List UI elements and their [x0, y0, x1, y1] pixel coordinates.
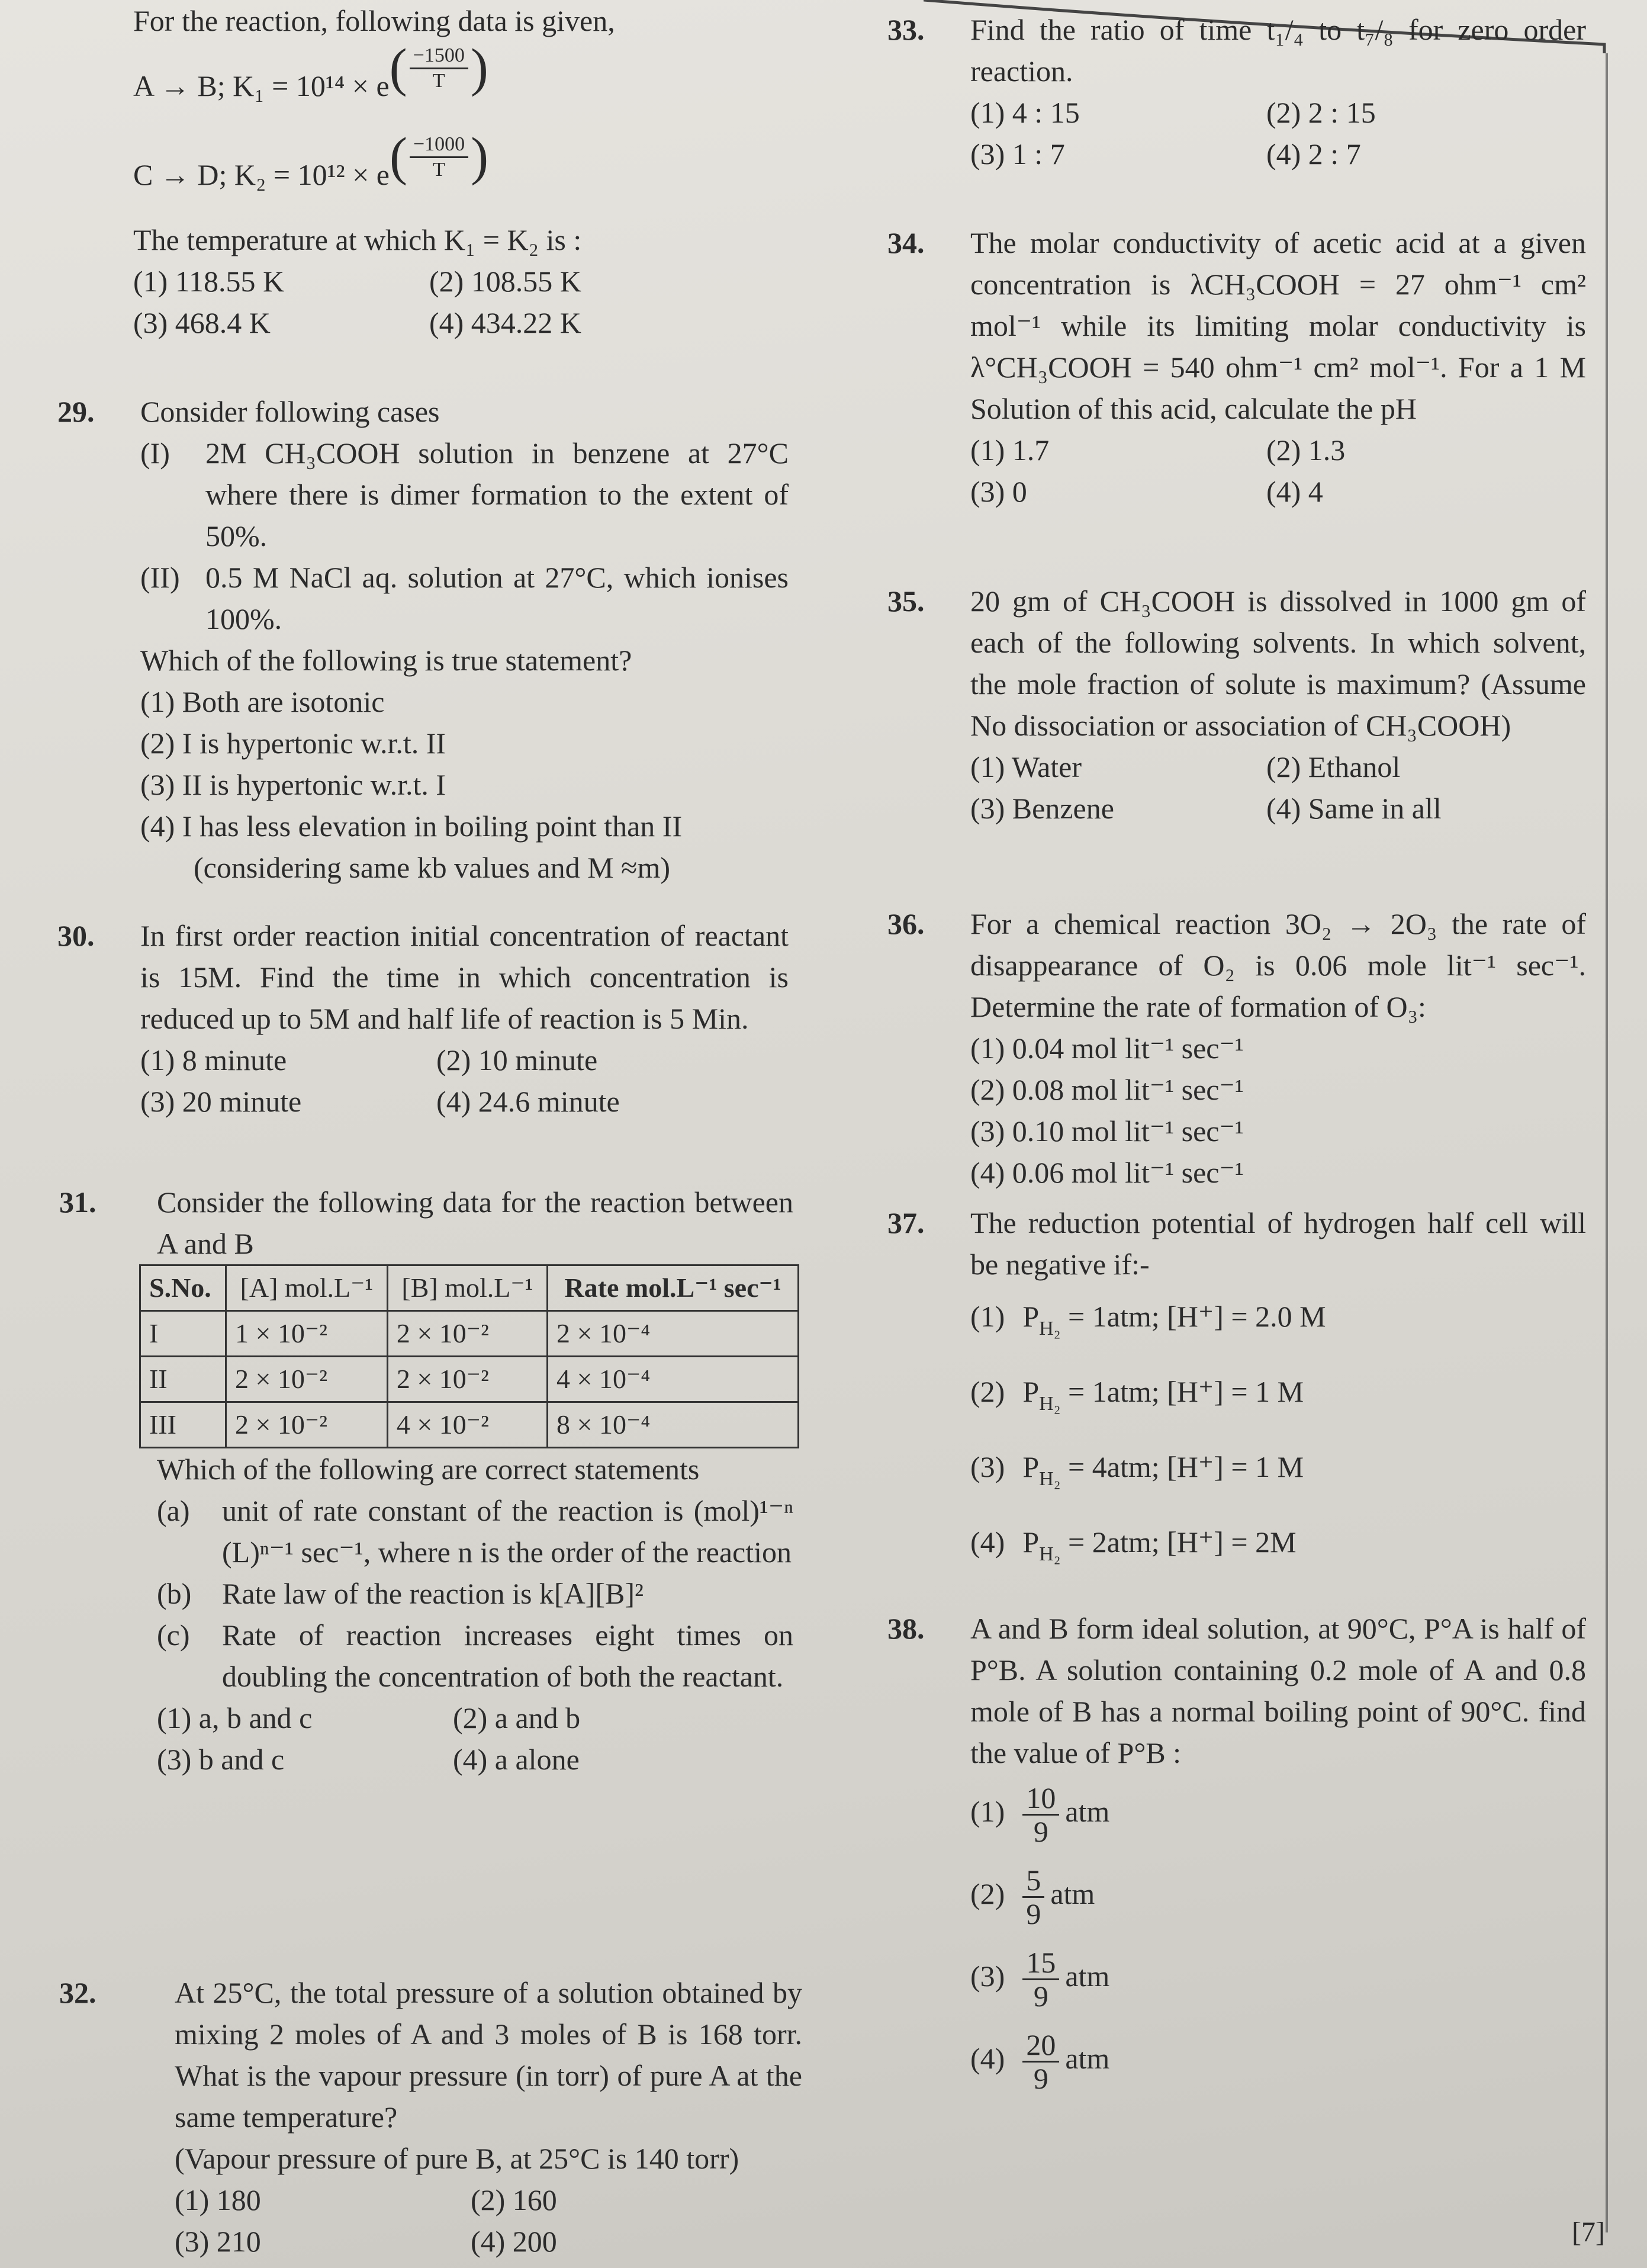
question-number: 38.	[887, 1612, 925, 1645]
options	[140, 681, 789, 888]
option[interactable]	[970, 1446, 1586, 1500]
option[interactable]: (2) a and b	[453, 1701, 581, 1734]
question-stem: In first order reaction initial concentration of reactant is 15M. Find the time in which concentration is reduced up to 5M and half life of reaction is 5 Min.	[140, 919, 789, 1035]
options	[970, 92, 1586, 175]
question-stem: 20 gm of CH₃COOH is dissolved in 1000 gm of each of the following solvents. In which solvent, the mole fraction of solute is maximum? (Assume No dissociation or association of CH₃COOH)	[970, 584, 1586, 742]
options	[970, 1285, 1586, 1586]
question-number: 35.	[887, 584, 925, 618]
option[interactable]: (3) Benzene	[970, 792, 1114, 825]
question-34	[887, 222, 1586, 512]
option-unit: atm	[1065, 1959, 1110, 1993]
question-number: 32.	[59, 1976, 96, 2009]
option[interactable]: (2) 1.3	[1266, 433, 1346, 467]
statement-text: unit of rate constant of the reaction is (mol)¹⁻ⁿ (L)ⁿ⁻¹ sec⁻¹, where n is the order of the reaction	[222, 1494, 793, 1569]
question-prompt: Which of the following is true statement?	[140, 644, 632, 677]
question-number: 30.	[57, 919, 95, 952]
table-header: [A] mol.L⁻¹	[226, 1265, 387, 1311]
table-cell: I	[140, 1311, 226, 1357]
bracket-right: )	[471, 127, 489, 186]
statement-item	[157, 1490, 793, 1573]
option[interactable]: (3) 20 minute	[140, 1085, 302, 1118]
option[interactable]: (1) 180	[175, 2183, 261, 2216]
case-label: (I)	[140, 436, 170, 470]
denominator: 9	[1033, 1980, 1048, 2013]
exponent	[389, 127, 489, 186]
denominator: 9	[1026, 1897, 1041, 1930]
pressure-subscript: H₂	[1039, 1543, 1061, 1565]
table-cell: 4 × 10⁻⁴	[548, 1357, 799, 1402]
table-cell: 4 × 10⁻²	[387, 1402, 547, 1448]
table-row	[140, 1357, 799, 1402]
option[interactable]: (2) 10 minute	[436, 1043, 598, 1077]
option-label: (2)	[970, 1375, 1005, 1408]
question-prompt: Which of the following are correct statements	[157, 1453, 700, 1486]
table-cell: 2 × 10⁻²	[226, 1357, 387, 1402]
option[interactable]	[970, 1782, 1586, 1848]
bracket-right: )	[470, 38, 488, 97]
question-number: 33.	[887, 13, 925, 46]
option[interactable]: (4) I has less elevation in boiling point than II	[140, 809, 683, 843]
table-cell: 2 × 10⁻²	[387, 1357, 547, 1402]
option[interactable]	[970, 1296, 1586, 1350]
pressure-subscript: H₂	[1039, 1318, 1061, 1339]
option-condition: = 2atm; [H⁺] = 2M	[1060, 1525, 1297, 1559]
equations	[133, 38, 790, 219]
table-header: [B] mol.L⁻¹	[387, 1265, 547, 1311]
option[interactable]: (3) II is hypertonic w.r.t. I	[140, 768, 446, 801]
option[interactable]: (1) 4 : 15	[970, 96, 1080, 129]
table-header: S.No.	[140, 1265, 226, 1311]
options	[970, 429, 1586, 512]
option[interactable]	[970, 2029, 1586, 2094]
question-35	[887, 580, 1586, 829]
fraction	[1022, 1782, 1059, 1848]
option[interactable]: (3) 0.10 mol lit⁻¹ sec⁻¹	[970, 1114, 1244, 1148]
option: (4) 434.22 K	[429, 306, 581, 339]
pressure-subscript: H₂	[1039, 1468, 1061, 1490]
table-cell: II	[140, 1357, 226, 1402]
statement-item	[157, 1573, 793, 1614]
option[interactable]: (1) 0.04 mol lit⁻¹ sec⁻¹	[970, 1032, 1244, 1065]
option-unit: atm	[1065, 2041, 1110, 2075]
option[interactable]	[970, 1521, 1586, 1575]
case-item	[140, 557, 789, 640]
denominator: 9	[1033, 2062, 1048, 2095]
data-table	[139, 1264, 799, 1448]
statement-label: (a)	[157, 1494, 190, 1527]
question-stem: The temperature at which K₁ = K₂ is :	[133, 223, 582, 256]
option[interactable]: (1) 1.7	[970, 433, 1050, 467]
fraction	[1022, 1946, 1059, 2012]
option-condition: = 1atm; [H⁺] = 1 M	[1060, 1375, 1304, 1408]
question-30	[57, 915, 789, 1122]
pressure-subscript: H₂	[1039, 1393, 1061, 1415]
options	[175, 2179, 802, 2262]
options	[133, 261, 790, 343]
option[interactable]: (4) Same in all	[1266, 792, 1442, 825]
question-number: 37.	[887, 1206, 925, 1239]
option-condition: = 1atm; [H⁺] = 2.0 M	[1060, 1300, 1326, 1333]
question-stem: Consider the following data for the reaction between A and B	[157, 1186, 793, 1260]
pressure-symbol: P	[1022, 1300, 1040, 1333]
option: (2) 108.55 K	[429, 265, 581, 298]
bracket-left: (	[389, 38, 407, 97]
numerator: −1500	[410, 44, 468, 69]
question-33	[887, 9, 1586, 175]
option[interactable]	[970, 1946, 1586, 2012]
exponent	[389, 38, 488, 97]
question-number: 29.	[57, 395, 95, 428]
option[interactable]: (considering same kb values and M ≈m)	[194, 851, 671, 884]
fraction	[410, 133, 468, 182]
option-unit: atm	[1050, 1877, 1095, 1910]
statement-label: (c)	[157, 1618, 190, 1652]
option-label: (4)	[970, 2041, 1005, 2075]
option[interactable]: (4) 2 : 7	[1266, 137, 1361, 171]
question-stem: The molar conductivity of acetic acid at a given concentration is λCH₃COOH = 27 ohm⁻¹ cm² mol⁻¹ while its limiting molar conductivity is λ°CH₃COOH = 540 ohm⁻¹ cm² mol⁻¹. For a 1 M Solution of this acid, calculate the pH	[970, 226, 1586, 425]
question-stem: A and B form ideal solution, at 90°C, P°A is half of P°B. A solution containing 0.2 mole of A and 0.8 mole of B has a normal boiling point of 90°C. find the value of P°B :	[970, 1612, 1586, 1769]
options	[970, 1774, 1586, 2103]
option[interactable]	[970, 1864, 1586, 1930]
option-label: (1)	[970, 1300, 1005, 1333]
table-row	[140, 1311, 799, 1357]
statement-item	[157, 1614, 793, 1697]
question-32	[59, 1972, 802, 2262]
option[interactable]: (2) 160	[471, 2183, 557, 2216]
question-28	[133, 0, 790, 343]
option-label: (2)	[970, 1877, 1005, 1910]
options	[970, 1027, 1586, 1193]
pressure-symbol: P	[1022, 1375, 1040, 1408]
option-unit: atm	[1065, 1794, 1110, 1828]
page-number: [7]	[1572, 2216, 1605, 2248]
option[interactable]: (2) Ethanol	[1266, 750, 1401, 783]
question-prompt: (Vapour pressure of pure B, at 25°C is 140 torr)	[175, 2142, 739, 2175]
question-number: 36.	[887, 907, 925, 940]
statement-text: Rate of reaction increases eight times on doubling the concentration of both the reactant.	[222, 1618, 793, 1693]
options	[970, 746, 1586, 829]
fraction	[410, 44, 468, 93]
table-cell: III	[140, 1402, 226, 1448]
equation-lhs: C → D; K₂ = 10¹² × e	[133, 158, 390, 191]
equation	[133, 38, 790, 130]
option: (1) 118.55 K	[133, 265, 285, 298]
option[interactable]: (1) Both are isotonic	[140, 685, 385, 718]
bracket-left: (	[389, 127, 407, 186]
case-text: 2M CH₃COOH solution in benzene at 27°C where there is dimer formation to the extent of 50%.	[205, 436, 789, 552]
question-31	[59, 1181, 793, 1780]
question-stem: Find the ratio of time t₁/₄ to t₇/₈ for zero order reaction.	[970, 13, 1586, 88]
question-intro: For the reaction, following data is given,	[133, 4, 615, 37]
table-cell: 2 × 10⁻²	[226, 1402, 387, 1448]
option-label: (3)	[970, 1959, 1005, 1993]
equation	[133, 127, 790, 219]
table-header-row	[140, 1265, 799, 1311]
pressure-symbol: P	[1022, 1450, 1040, 1483]
option[interactable]	[970, 1371, 1586, 1425]
denominator: T	[433, 158, 445, 181]
question-number: 31.	[59, 1186, 96, 1219]
option-label: (3)	[970, 1450, 1005, 1483]
option[interactable]: (4) a alone	[453, 1743, 580, 1776]
option[interactable]: (4) 200	[471, 2225, 557, 2258]
question-37	[887, 1202, 1586, 1586]
case-item	[140, 432, 789, 557]
option[interactable]: (2) 2 : 15	[1266, 96, 1376, 129]
option-label: (1)	[970, 1794, 1005, 1828]
numerator: 15	[1022, 1946, 1059, 1980]
option-condition: = 4atm; [H⁺] = 1 M	[1060, 1450, 1304, 1483]
table-header: Rate mol.L⁻¹ sec⁻¹	[548, 1265, 799, 1311]
option[interactable]: (1) Water	[970, 750, 1082, 783]
option[interactable]: (3) 210	[175, 2225, 261, 2258]
options	[157, 1697, 793, 1780]
fraction	[1022, 2029, 1059, 2094]
option[interactable]: (2) 0.08 mol lit⁻¹ sec⁻¹	[970, 1073, 1244, 1106]
statement-label: (b)	[157, 1577, 192, 1610]
numerator: 20	[1022, 2029, 1059, 2063]
option[interactable]: (4) 24.6 minute	[436, 1085, 620, 1118]
table-cell: 1 × 10⁻²	[226, 1311, 387, 1357]
question-36	[887, 903, 1586, 1193]
table-row	[140, 1402, 799, 1448]
option[interactable]: (2) I is hypertonic w.r.t. II	[140, 727, 446, 760]
table-cell: 2 × 10⁻⁴	[548, 1311, 799, 1357]
option[interactable]: (3) b and c	[157, 1743, 285, 1776]
option: (3) 468.4 K	[133, 306, 271, 339]
table-cell: 8 × 10⁻⁴	[548, 1402, 799, 1448]
pressure-symbol: P	[1022, 1525, 1040, 1559]
option[interactable]: (3) 1 : 7	[970, 137, 1065, 171]
question-number: 34.	[887, 226, 925, 259]
case-label: (II)	[140, 561, 180, 594]
case-text: 0.5 M NaCl aq. solution at 27°C, which ionises 100%.	[205, 561, 789, 635]
equation-lhs: A → B; K₁ = 10¹⁴ × e	[133, 69, 390, 102]
fraction	[1022, 1864, 1044, 1930]
question-38	[887, 1608, 1586, 2103]
option-label: (4)	[970, 1525, 1005, 1559]
option[interactable]: (1) a, b and c	[157, 1701, 313, 1734]
question-stem: Consider following cases	[140, 395, 440, 428]
question-stem: The reduction potential of hydrogen half cell will be negative if:-	[970, 1206, 1586, 1281]
options	[140, 1039, 789, 1122]
option[interactable]: (3) 0	[970, 475, 1027, 508]
option[interactable]: (4) 0.06 mol lit⁻¹ sec⁻¹	[970, 1156, 1244, 1189]
numerator: −1000	[410, 133, 468, 158]
option[interactable]: (1) 8 minute	[140, 1043, 287, 1077]
question-stem: For a chemical reaction 3O₂ → 2O₃ the rate of disappearance of O₂ is 0.06 mole lit⁻¹ sec⁻¹. Determine the rate of formation of O₃:	[970, 907, 1586, 1023]
statement-text: Rate law of the reaction is k[A][B]²	[222, 1577, 644, 1610]
option[interactable]: (4) 4	[1266, 475, 1323, 508]
column-border-line	[1606, 53, 1608, 2232]
table-cell: 2 × 10⁻²	[387, 1311, 547, 1357]
denominator: 9	[1033, 1815, 1048, 1848]
numerator: 10	[1022, 1782, 1059, 1816]
question-29	[57, 391, 789, 888]
denominator: T	[432, 69, 445, 92]
numerator: 5	[1022, 1864, 1044, 1898]
question-stem: At 25°C, the total pressure of a solution obtained by mixing 2 moles of A and 3 moles of B is 168 torr. What is the vapour pressure (in torr) of pure A at the same temperature?	[175, 1976, 802, 2134]
